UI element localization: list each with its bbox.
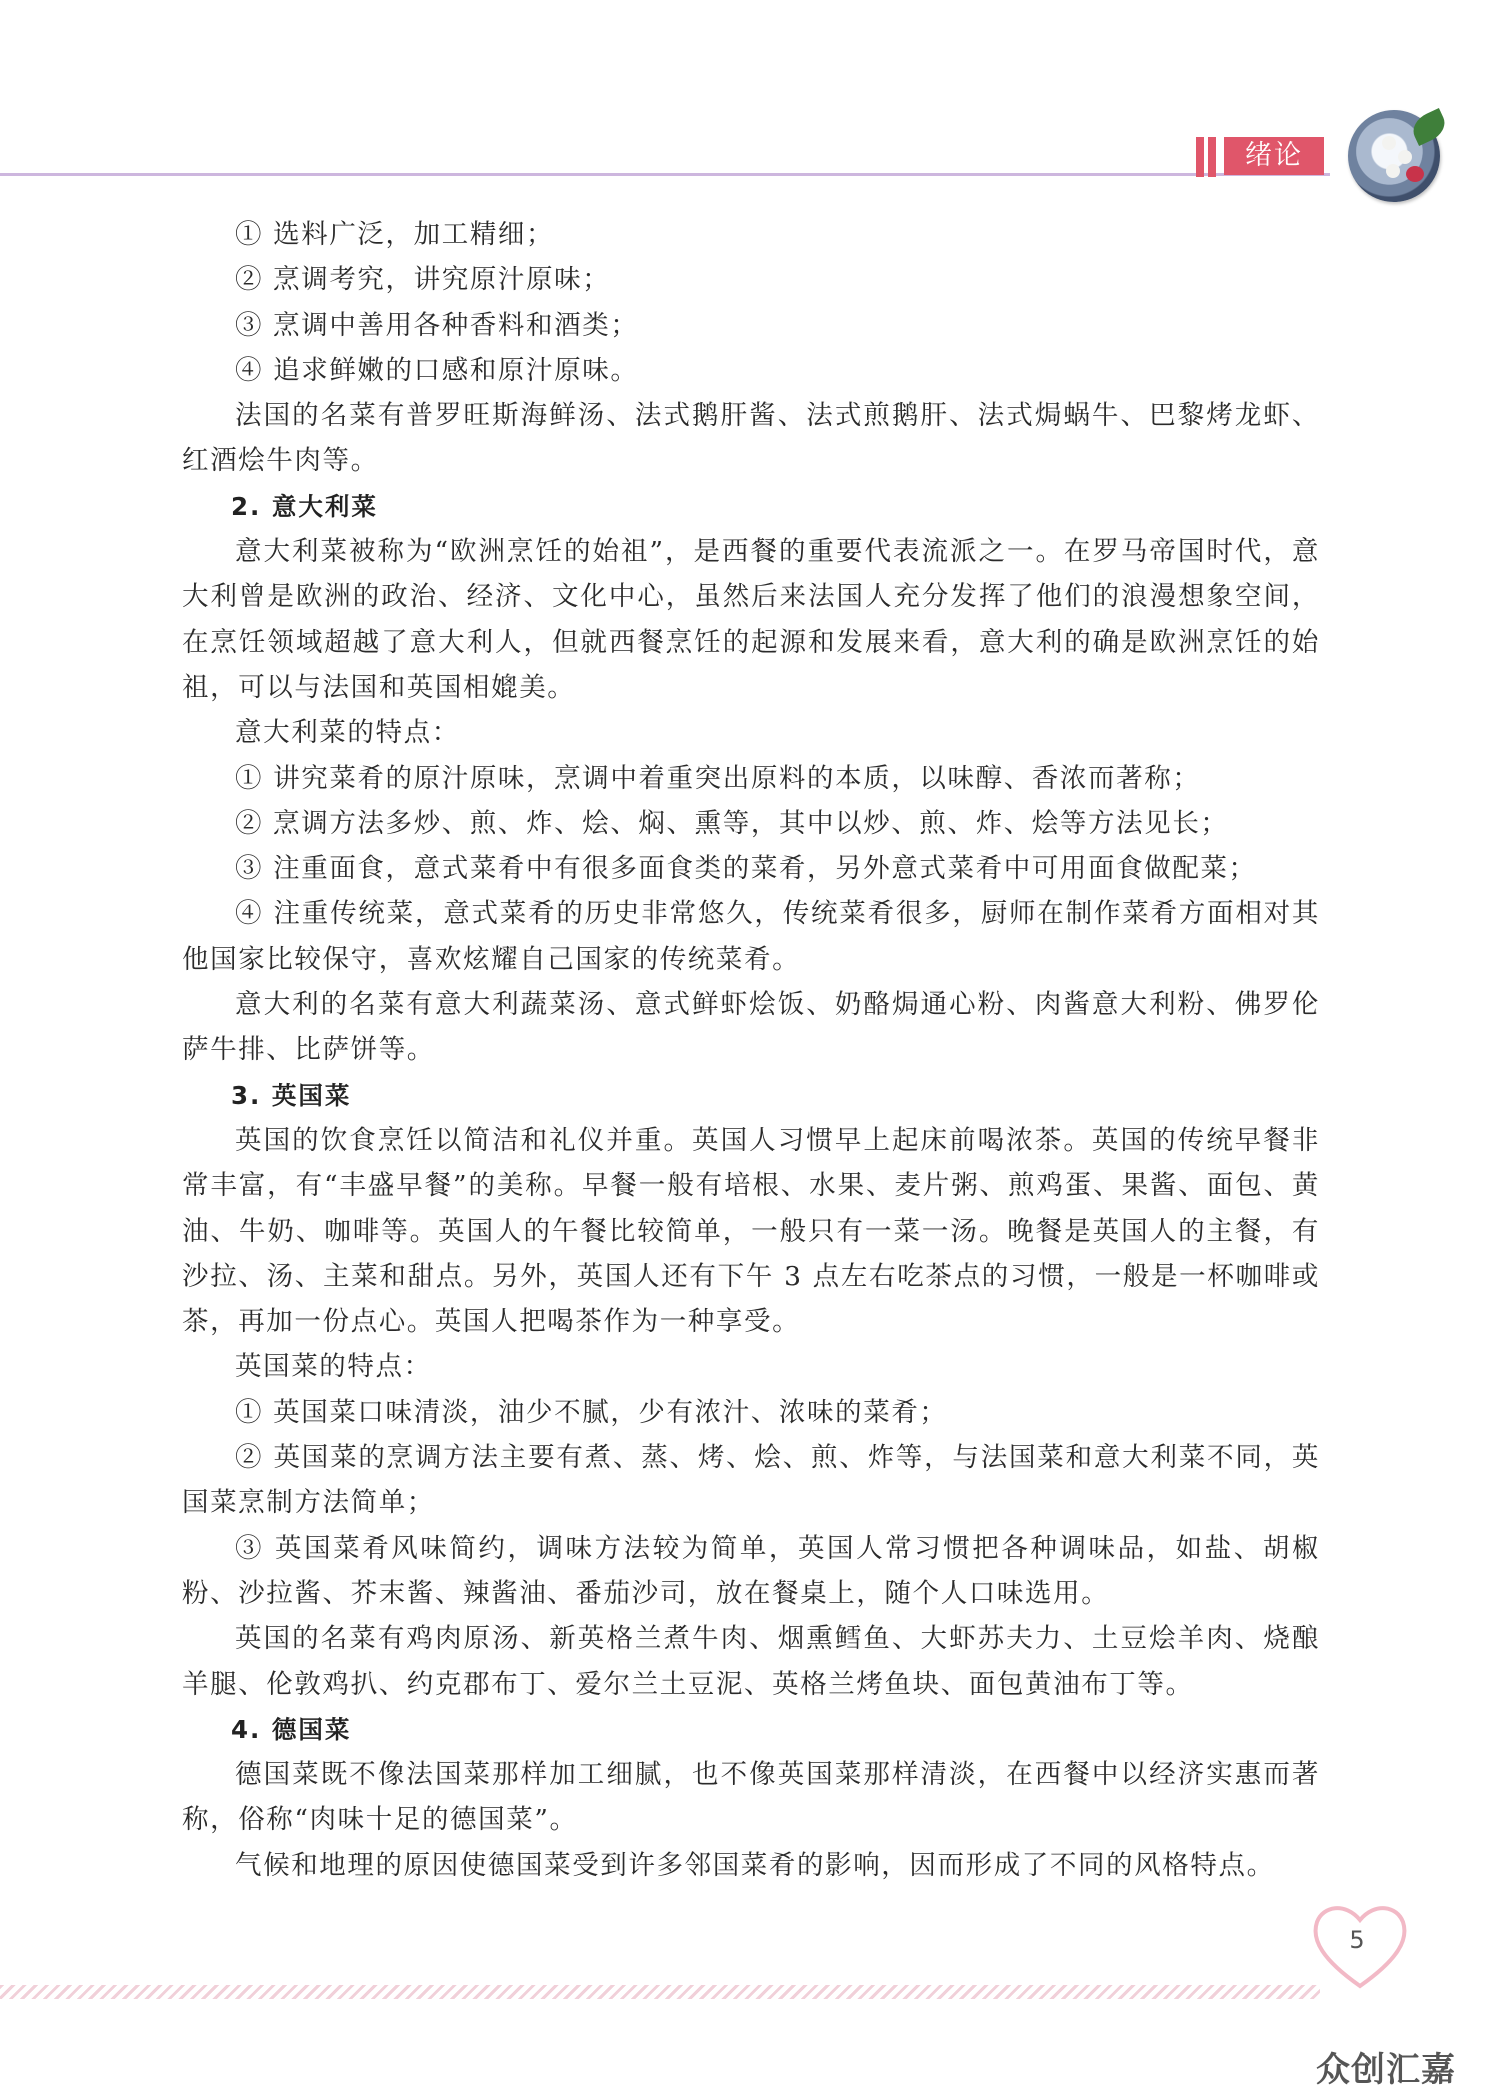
paragraph: ① 英国菜口味清淡，油少不腻，少有浓汁、浓味的菜肴；: [235, 1396, 948, 1428]
paragraph: ③ 英国菜肴风味简约，调味方法较为简单，英国人常习惯把各种调味品，如盐、胡椒粉、沙拉酱、芥末酱、辣酱油、番茄沙司，放在餐桌上，随个人口味选用。: [182, 1532, 1320, 1609]
food-plate-icon: [1348, 110, 1440, 202]
paragraph: 法国的名菜有普罗旺斯海鲜汤、法式鹅肝酱、法式煎鹅肝、法式焗蜗牛、巴黎烤龙虾、红酒烩牛肉等。: [182, 400, 1320, 477]
paragraph: ② 烹调方法多炒、煎、炸、烩、焖、熏等，其中以炒、煎、炸、烩等方法见长；: [235, 807, 1229, 839]
section-heading-italian: 2. 意大利菜: [231, 491, 378, 521]
page-number: 5: [1349, 1926, 1365, 1954]
paragraph: ② 烹调考究，讲究原汁原味；: [235, 264, 611, 296]
paragraph: ① 讲究菜肴的原汁原味，烹调中着重突出原料的本质，以味醇、香浓而著称；: [235, 762, 1201, 794]
paragraph: ② 英国菜的烹调方法主要有煮、蒸、烤、烩、煎、炸等，与法国菜和意大利菜不同，英国菜烹制方法简单；: [182, 1442, 1320, 1519]
section-heading-german: 4. 德国菜: [231, 1714, 352, 1744]
header-rule: [0, 173, 1330, 176]
paragraph: 意大利菜被称为“欧洲烹饪的始祖”，是西餐的重要代表流派之一。在罗马帝国时代，意大利曾是欧洲的政治、经济、文化中心，虽然后来法国人充分发挥了他们的浪漫想象空间，在烹饪领域超越了意大利人，但就西餐烹饪的起源和发展来看，意大利的确是欧洲烹饪的始祖，可以与法国和英国相媲美。: [182, 536, 1320, 703]
paragraph: 英国的名菜有鸡肉原汤、新英格兰煮牛肉、烟熏鳕鱼、大虾苏夫力、土豆烩羊肉、烧酿羊腿、伦敦鸡扒、约克郡布丁、爱尔兰土豆泥、英格兰烤鱼块、面包黄油布丁等。: [182, 1623, 1320, 1700]
page-body: [182, 212, 1320, 1888]
paragraph: 气候和地理的原因使德国菜受到许多邻国菜肴的影响，因而形成了不同的风格特点。: [235, 1849, 1275, 1881]
footer-stripe: [0, 1985, 1320, 1999]
section-heading-english: 3. 英国菜: [231, 1080, 352, 1110]
paragraph: ③ 注重面食，意式菜肴中有很多面食类的菜肴，另外意式菜肴中可用面食做配菜；: [235, 853, 1257, 885]
paragraph: ④ 注重传统菜，意式菜肴的历史非常悠久，传统菜肴很多，厨师在制作菜肴方面相对其他国家比较保守，喜欢炫耀自己国家的传统菜肴。: [182, 898, 1320, 975]
header-accent-bars: [1196, 137, 1216, 177]
watermark: 众创汇嘉: [1316, 2050, 1456, 2090]
paragraph: 英国菜的特点：: [235, 1351, 432, 1383]
section-label: 绪论: [1224, 137, 1324, 175]
paragraph: ③ 烹调中善用各种香料和酒类；: [235, 309, 639, 341]
paragraph: 意大利的名菜有意大利蔬菜汤、意式鲜虾烩饭、奶酪焗通心粉、肉酱意大利粉、佛罗伦萨牛排、比萨饼等。: [182, 989, 1320, 1066]
paragraph: 意大利菜的特点：: [235, 717, 460, 749]
paragraph: ① 选料广泛，加工精细；: [235, 219, 555, 250]
paragraph: ④ 追求鲜嫩的口感和原汁原味。: [235, 354, 639, 386]
paragraph: 英国的饮食烹饪以简洁和礼仪并重。英国人习惯早上起床前喝浓茶。英国的传统早餐非常丰富，有“丰盛早餐”的美称。早餐一般有培根、水果、麦片粥、煎鸡蛋、果酱、面包、黄油、牛奶、咖啡等。英国人的午餐比较简单，一般只有一菜一汤。晚餐是英国人的主餐，有沙拉、汤、主菜和甜点。另外，英国人还有下午 3 点左右吃茶点的习惯，一般是一杯咖啡或茶，再加一份点心。英国人把喝茶作为一种享受。: [182, 1124, 1320, 1338]
paragraph: 德国菜既不像法国菜那样加工细腻，也不像英国菜那样清淡，在西餐中以经济实惠而著称，俗称“肉味十足的德国菜”。: [182, 1759, 1320, 1836]
